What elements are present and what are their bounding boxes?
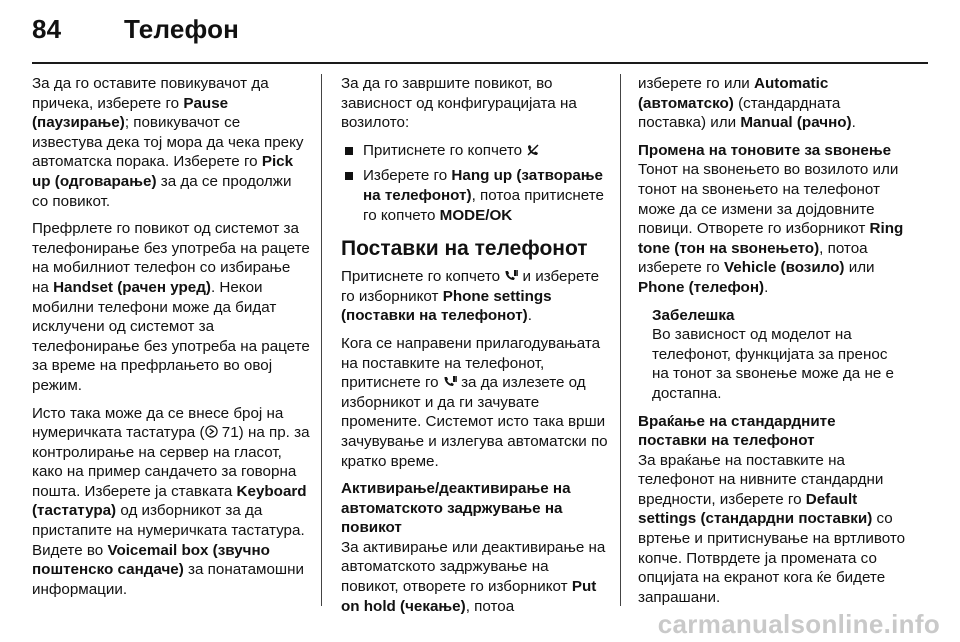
text: за да се продолжи со повикот.: [32, 172, 292, 210]
menu-item-voicemail: Voicemail box (звучно поштенско сандаче): [32, 541, 270, 579]
menu-item-default-settings: Default settings (стандардни поставки): [638, 490, 873, 528]
paragraph-pause: [32, 74, 311, 211]
paragraph-handset: [32, 219, 311, 395]
bullet-press-hangup: [341, 141, 608, 161]
paragraph-end-call-intro: За да го завршите повикот, во зависност од конфигурацијата на возилото:: [341, 75, 577, 132]
note-box: [638, 306, 907, 404]
option-vehicle: Vehicle (возило): [723, 259, 845, 277]
text: ; повикувачот се известува дека тој мора да чека преку автоматска порака. Изберете го: [32, 114, 304, 171]
page-ref-arrow-icon: [205, 424, 218, 441]
text: или: [844, 259, 875, 277]
page-number: 84: [32, 14, 62, 44]
bullet-hang-up: [341, 166, 608, 225]
paragraph-auto-hold: [341, 538, 608, 616]
column-divider-1: [321, 74, 322, 606]
watermark: carmanualsonline.info: [657, 609, 940, 639]
text: Притиснете го копчето: [341, 268, 505, 286]
page-header: [32, 14, 239, 45]
text: од изборникот за да пристапите на нумеричката тастатура. Видете во: [32, 502, 305, 559]
text: Исто така може да се внесе број на нумеричката тастатура (: [32, 404, 284, 442]
paragraph-open-settings: [341, 267, 608, 326]
text: (стандардната поставка) или: [638, 94, 841, 132]
section-heading-phone-settings: Поставки на телефонот: [341, 237, 588, 261]
menu-item-keyboard: Keyboard (тастатура): [32, 482, 307, 520]
subheading-ring-tones: Промена на тоновите за ѕвонење: [638, 141, 892, 159]
column-3: [638, 74, 907, 615]
phone-menu-icon: [504, 268, 518, 285]
column-2: [341, 74, 608, 624]
text: , потоа притиснете го копчето: [363, 186, 604, 224]
menu-item-handset: Handset (рачен уред): [53, 278, 211, 296]
header-rule: [32, 62, 928, 64]
page-ref-number: 71: [221, 424, 239, 442]
option-manual: Manual (рачно): [740, 114, 852, 132]
column-divider-2: [620, 74, 621, 606]
menu-item-phone-settings: Phone settings (поставки на телефонот): [341, 287, 552, 325]
text: .: [527, 307, 532, 325]
note-text: Во зависност од моделот на телефонот, функцијата за пренос на тонот за ѕвонење може да не е достапна.: [652, 326, 894, 402]
text: Префрлете го повикот од системот за телефонирање без употреба на рацете на мобилниот телефон со избирање на: [32, 220, 310, 296]
text: За враќање на поставките на телефонот на нивните стандардни вредности, изберете го: [638, 451, 884, 508]
text: и изберете го изборникот: [341, 268, 600, 305]
phone-hangup-icon: [526, 142, 540, 159]
text: Кога се направени прилагодувањата на поставките на телефонот, притиснете го: [341, 334, 601, 392]
column-1: [32, 74, 311, 607]
text: . Некои мобилни телефони може да бидат исклучени од системот за телефонирање без употреба на рацете за време на префрлањето во овој режим.: [32, 278, 310, 394]
subheading-auto-hold: Активирање/деактивирање на автоматското задржување на повикот: [341, 480, 571, 537]
menu-item-hang-up: Hang up (затворање на телефонот): [363, 167, 604, 204]
note-title: Забелешка: [652, 306, 735, 324]
text: Притиснете го копчето: [363, 141, 527, 159]
text: , потоа: [465, 597, 515, 615]
text: ) на пр. за контролирање на сервер на гласот, како на пример сандачето за говорна пошта. Изберете ја ставката: [32, 424, 310, 500]
subheading-restore-defaults: Враќање на стандардните поставки на телефонот: [638, 412, 836, 450]
paragraph-restore-defaults: [638, 451, 907, 608]
menu-item-ring-tone: Ring tone (тон на ѕвонењето): [638, 220, 904, 257]
text: За да го оставите повикувачот да причека, изберете го: [32, 75, 269, 112]
text: Изберете го: [363, 167, 452, 185]
paragraph-hold-options: [638, 74, 907, 133]
paragraph-save-settings: [341, 334, 608, 471]
text: изберете го или: [638, 75, 755, 92]
text: , потоа изберете го: [638, 239, 868, 277]
option-automatic: Automatic (автоматско): [638, 75, 829, 112]
phone-menu-icon: [443, 374, 457, 391]
text: со вртење и притиснување на вртливото копче. Потврдете ја промената со опцијата на екранот кога ќе бидете запрашани.: [638, 510, 906, 606]
page-title: Телефон: [124, 14, 240, 44]
text: За активирање или деактивирање на автоматското задржување на повикот, отворете го изборникот: [341, 538, 606, 596]
text: .: [851, 114, 856, 132]
menu-item-pause: Pause (паузирање): [32, 94, 229, 132]
button-mode-ok: MODE/OK: [439, 206, 513, 224]
text: Тонот на ѕвонењето во возилото или тонот на ѕвонењето на телефонот може да се измени за дојдовните повици. Отворете го изборникот: [638, 161, 899, 238]
menu-item-pick-up: Pick up (одговарање): [32, 153, 294, 190]
text: за да излезете од изборникот и да ги зачувате промените. Системот исто така врши зачувување и излегува автоматски по кратко време.: [341, 374, 608, 470]
paragraph-keyboard: [32, 404, 311, 600]
text: за понатамошни информации.: [32, 561, 304, 598]
option-phone: Phone (телефон): [638, 278, 765, 296]
text: .: [764, 278, 769, 296]
paragraph-ring-tones: [638, 160, 907, 297]
menu-item-put-on-hold: Put on hold (чекање): [341, 578, 597, 615]
